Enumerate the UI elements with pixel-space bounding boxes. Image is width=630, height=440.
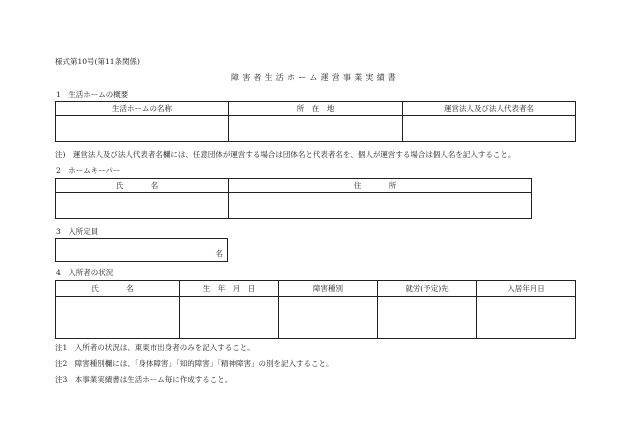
header-operator: 運営法人及び法人代表者名	[403, 102, 576, 116]
header-resident-name: 氏 名	[56, 281, 180, 297]
header-name: 氏 名	[56, 179, 229, 193]
document-title: 障害者生活ホーム運営事業実績書	[231, 73, 399, 82]
header-address: 所 在 地	[229, 102, 403, 116]
header-workplace: 就労(予定)先	[378, 281, 477, 297]
section1-heading: 1 生活ホームの概要	[56, 90, 129, 99]
header-birthdate: 生 年 月 日	[180, 281, 279, 297]
form-number: 様式第10号(第11条関係)	[55, 57, 140, 66]
footer-note-2: 注2 障害種別欄には、「身体障害」「知的障害」「精神障害」の別を記入すること。	[55, 359, 334, 368]
cell-keeper-address[interactable]	[229, 193, 532, 219]
section2-heading: 2 ホームキーパー	[56, 166, 121, 175]
footer-note-3: 注3 本事業実績書は生活ホーム毎に作成すること。	[55, 375, 233, 384]
header-disability-type: 障害種別	[279, 281, 378, 297]
residents-table	[55, 280, 576, 339]
cell-operator[interactable]	[403, 116, 576, 142]
home-overview-table	[55, 101, 576, 142]
cell-keeper-name[interactable]	[56, 193, 229, 219]
cell-resident-name[interactable]	[56, 297, 180, 339]
capacity-field[interactable]	[55, 238, 228, 262]
header-move-in-date: 入居年月日	[477, 281, 576, 297]
capacity-unit: 名	[215, 248, 223, 258]
section4-heading: 4 入所者の状況	[56, 268, 114, 277]
note-operator: 注) 運営法人及び法人代表者名欄には、任意団体が運営する場合は団体名と代表者名を、個人が運営する場合は個人名を記入すること。	[55, 150, 516, 159]
header-home-name: 生活ホームの名称	[56, 102, 229, 116]
section3-heading: 3 入所定員	[56, 227, 99, 236]
cell-move-in-date[interactable]	[477, 297, 576, 339]
header-residence: 住 所	[229, 179, 532, 193]
cell-address[interactable]	[229, 116, 403, 142]
footer-note-1: 注1 入所者の状況は、東東市出身者のみを記入すること。	[55, 343, 255, 352]
cell-home-name[interactable]	[56, 116, 229, 142]
cell-disability-type[interactable]	[279, 297, 378, 339]
homekeeper-table	[55, 178, 532, 219]
cell-birthdate[interactable]	[180, 297, 279, 339]
cell-workplace[interactable]	[378, 297, 477, 339]
